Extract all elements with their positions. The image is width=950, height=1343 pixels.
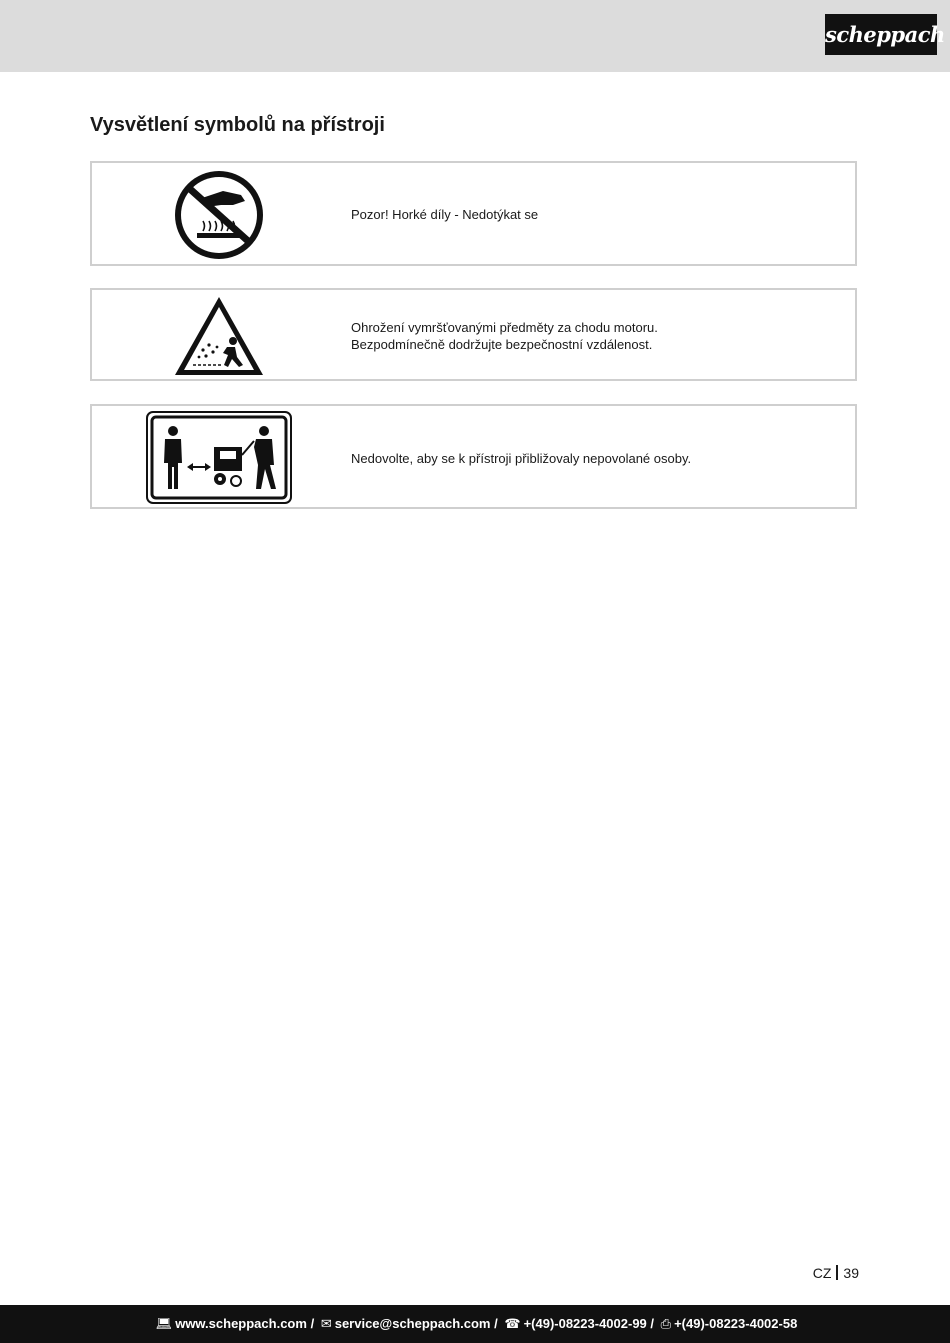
language-code: CZ <box>812 1265 832 1281</box>
footer-separator: / <box>494 1316 498 1331</box>
description-line: Nedovolte, aby se k přístroji přibližovaly nepovolané osoby. <box>351 451 692 466</box>
flying-objects-warning-icon <box>173 295 265 377</box>
footer-email[interactable]: service@scheppach.com <box>334 1316 491 1331</box>
description-line: Bezpodmínečně dodržujte bezpečnostní vzdálenost. <box>351 337 653 352</box>
phone-icon: ☎ <box>504 1316 521 1331</box>
page-number-value: 39 <box>843 1265 859 1281</box>
no-touch-hot-surface-icon <box>173 169 265 261</box>
symbol-description <box>351 206 538 223</box>
footer-separator: / <box>650 1316 655 1331</box>
header-band <box>0 0 950 72</box>
description-line: Pozor! Horké díly - Nedotýkat se <box>351 207 539 222</box>
footer-separator: / <box>310 1316 315 1331</box>
fax-icon: ⎙ <box>660 1316 672 1331</box>
footer-fax: +(49)-08223-4002-58 <box>674 1316 798 1331</box>
footer-website[interactable]: www.scheppach.com <box>175 1316 307 1331</box>
symbol-description <box>351 319 658 353</box>
symbol-row-hot-parts <box>90 161 857 266</box>
symbol-row-flying-objects <box>90 288 857 381</box>
keep-bystanders-away-icon <box>146 411 292 504</box>
page-number <box>813 1265 859 1281</box>
scheppach-logo: scheppach <box>825 14 937 55</box>
footer-band <box>0 1305 950 1343</box>
page-number-separator <box>836 1265 838 1280</box>
description-line: Ohrožení vymršťovanými předměty za chodu motoru. <box>351 320 658 335</box>
computer-icon: 💻︎ <box>155 1316 173 1331</box>
symbol-row-bystanders <box>90 404 857 509</box>
mail-icon: ✉ <box>320 1316 332 1331</box>
footer-phone: +(49)-08223-4002-99 <box>523 1316 647 1331</box>
symbol-description <box>351 450 691 467</box>
page-title: Vysvětlení symbolů na přístroji <box>90 114 385 136</box>
